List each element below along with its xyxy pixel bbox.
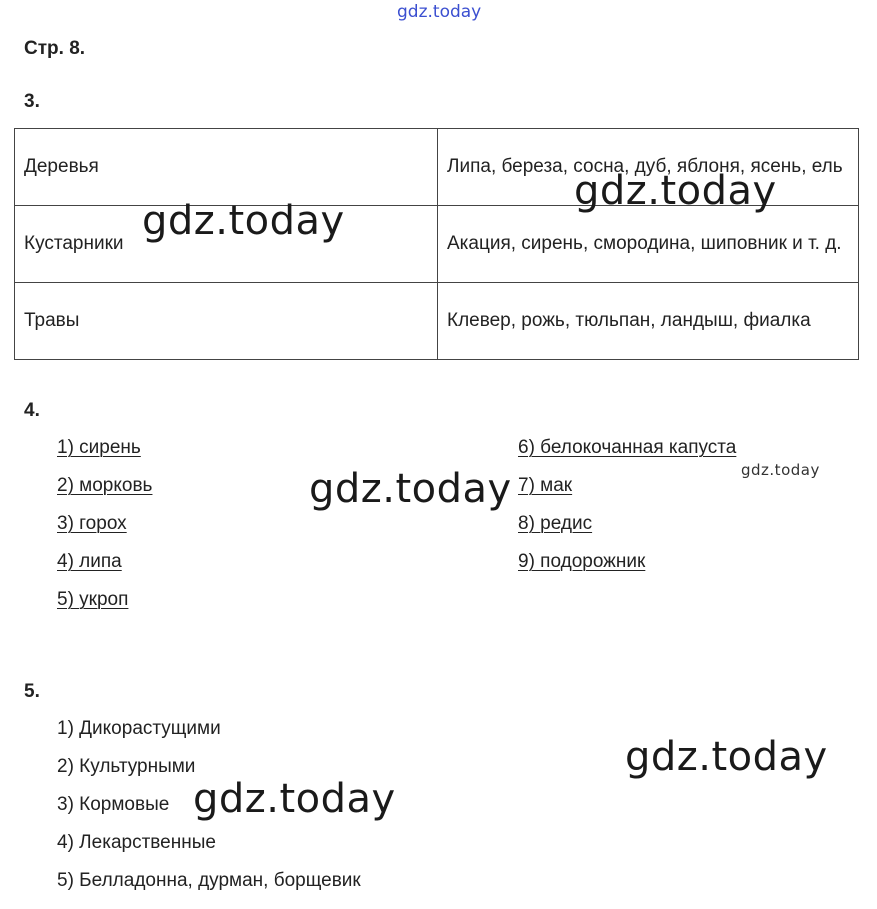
watermark-table-right: gdz.today [574, 168, 777, 214]
list-item: 4) Лекарственные [57, 832, 216, 853]
list-item: 8) редис [518, 513, 593, 534]
table-cell-category: Кустарники [15, 206, 438, 283]
section-5-number: 5. [24, 681, 40, 702]
section-3-number: 3. [24, 91, 40, 112]
list-item: 6) белокочанная капуста [518, 437, 737, 458]
list-item: 7) мак [518, 475, 573, 496]
list-item: 2) морковь [57, 475, 153, 496]
watermark-top: gdz.today [397, 2, 482, 22]
watermark-section5-left: gdz.today [193, 776, 396, 822]
watermark-list-center: gdz.today [309, 466, 512, 512]
table-cell-examples: Липа, береза, сосна, дуб, яблоня, ясень, ель [438, 129, 859, 206]
page-title: Стр. 8. [24, 38, 86, 59]
section-4-number: 4. [24, 400, 40, 421]
list-item: 1) сирень [57, 437, 141, 458]
table-cell-category: Деревья [15, 129, 438, 206]
table-cell-examples: Акация, сирень, смородина, шиповник и т. д. [438, 206, 859, 283]
list-item: 5) Белладонна, дурман, борщевик [57, 870, 361, 891]
list-item: 5) укроп [57, 589, 129, 610]
plants-table [14, 128, 859, 360]
table-cell-examples: Клевер, рожь, тюльпан, ландыш, фиалка [438, 283, 859, 360]
watermark-table-left: gdz.today [142, 198, 345, 244]
list-item: 9) подорожник [518, 551, 646, 572]
watermark-list-small: gdz.today [741, 461, 820, 479]
list-item: 3) горох [57, 513, 127, 534]
list-item: 2) Культурными [57, 756, 196, 777]
list-item: 4) липа [57, 551, 122, 572]
table-row [15, 283, 859, 360]
list-item: 3) Кормовые [57, 794, 170, 815]
table-cell-category: Травы [15, 283, 438, 360]
list-item: 1) Дикорастущими [57, 718, 221, 739]
watermark-section5-right: gdz.today [625, 734, 828, 780]
